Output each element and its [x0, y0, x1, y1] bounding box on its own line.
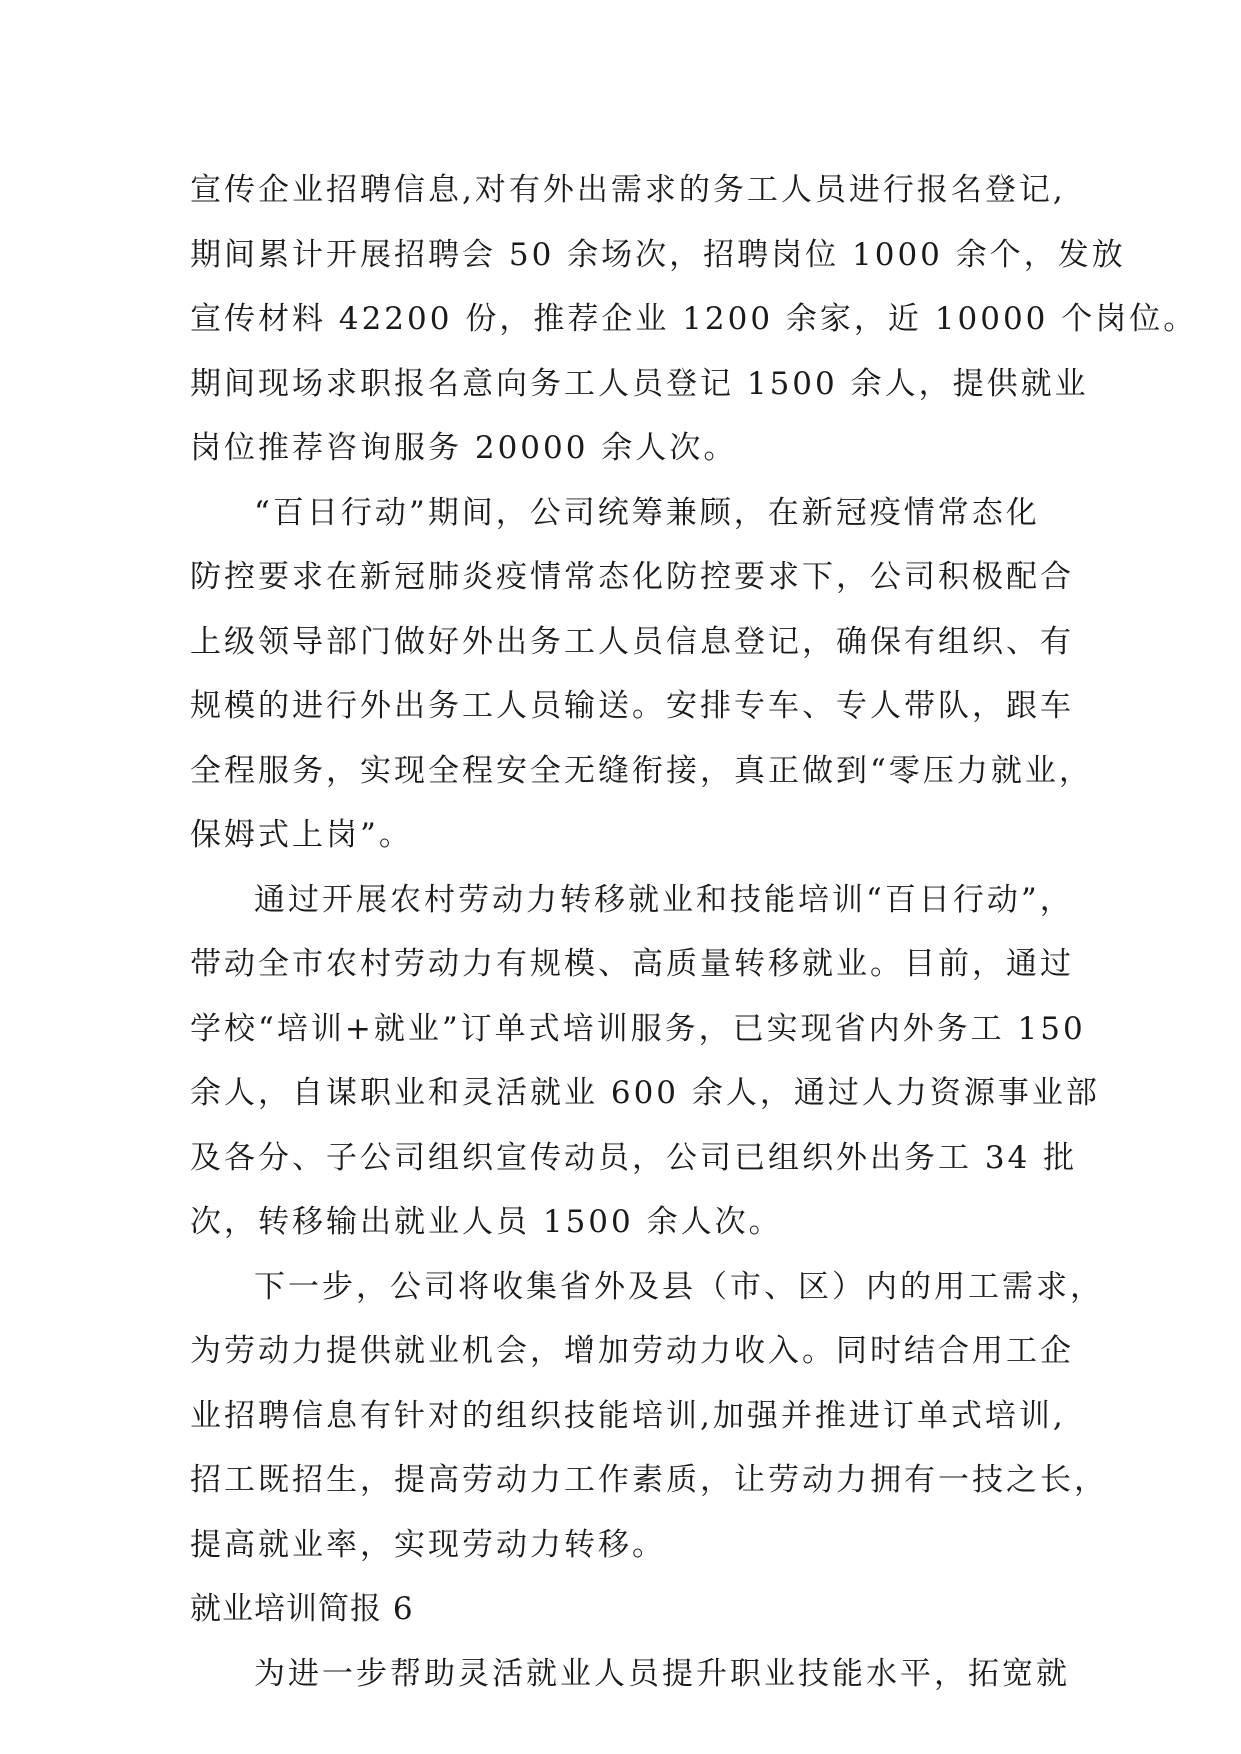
section-heading: 就业培训简报 6: [190, 1591, 414, 1627]
text-line: 招工既招生，提高劳动力工作素质，让劳动力拥有一技之长，: [190, 1462, 1108, 1498]
text-line: 规模的进行外出务工人员输送。安排专车、专人带队，跟车: [190, 688, 1074, 724]
text-line: 防控要求在新冠肺炎疫情常态化防控要求下，公司积极配合: [190, 559, 1074, 595]
text-line: 余人，自谋职业和灵活就业 600 余人，通过人力资源事业部: [190, 1075, 1100, 1111]
text-line: 期间累计开展招聘会 50 余场次，招聘岗位 1000 余个，发放: [190, 236, 1126, 273]
text-line: 全程服务，实现全程安全无缝衔接，真正做到“零压力就业，: [190, 752, 1093, 789]
text-line: 保姆式上岗”。: [190, 817, 413, 853]
text-line: 学校“培训+就业”订单式培训服务，已实现省内外务工 150: [190, 1010, 1086, 1047]
text-line: 业招聘信息有针对的组织技能培训,加强并推进订单式培训,: [190, 1397, 1066, 1434]
text-line: 为进一步帮助灵活就业人员提升职业技能水平，拓宽就: [254, 1655, 1070, 1692]
text-line: “百日行动”期间，公司统筹兼顾，在新冠疫情常态化: [254, 494, 1040, 531]
text-line: 提高就业率，实现劳动力转移。: [190, 1526, 666, 1563]
paragraph-1: [190, 158, 1198, 481]
paragraph-4: [190, 1255, 1108, 1578]
text-line: 宣传企业招聘信息,对有外出需求的务工人员进行报名登记,: [190, 172, 1066, 208]
text-line: 岗位推荐咨询服务 20000 余人次。: [190, 430, 738, 466]
text-line: 及各分、子公司组织宣传动员，公司已组织外出务工 34 批: [190, 1139, 1078, 1176]
paragraph-5: [190, 1642, 1070, 1707]
text-line: 宣传材料 42200 份，推荐企业 1200 余家，近 10000 个岗位。: [190, 301, 1198, 337]
text-line: 期间现场求职报名意向务工人员登记 1500 余人，提供就业: [190, 365, 1089, 402]
paragraph-2: [190, 481, 1093, 868]
paragraph-3: [190, 868, 1100, 1255]
text-line: 上级领导部门做好外出务工人员信息登记，确保有组织、有: [190, 623, 1074, 660]
document-body: [190, 158, 1198, 1706]
text-line: 通过开展农村劳动力转移就业和技能培训“百日行动”，: [254, 881, 1074, 918]
text-line: 下一步，公司将收集省外及县（市、区）内的用工需求，: [254, 1268, 1104, 1305]
text-line: 带动全市农村劳动力有规模、高质量转移就业。目前，通过: [190, 946, 1074, 982]
text-line: 为劳动力提供就业机会，增加劳动力收入。同时结合用工企: [190, 1333, 1074, 1369]
text-line: 次，转移输出就业人员 1500 余人次。: [190, 1204, 783, 1240]
